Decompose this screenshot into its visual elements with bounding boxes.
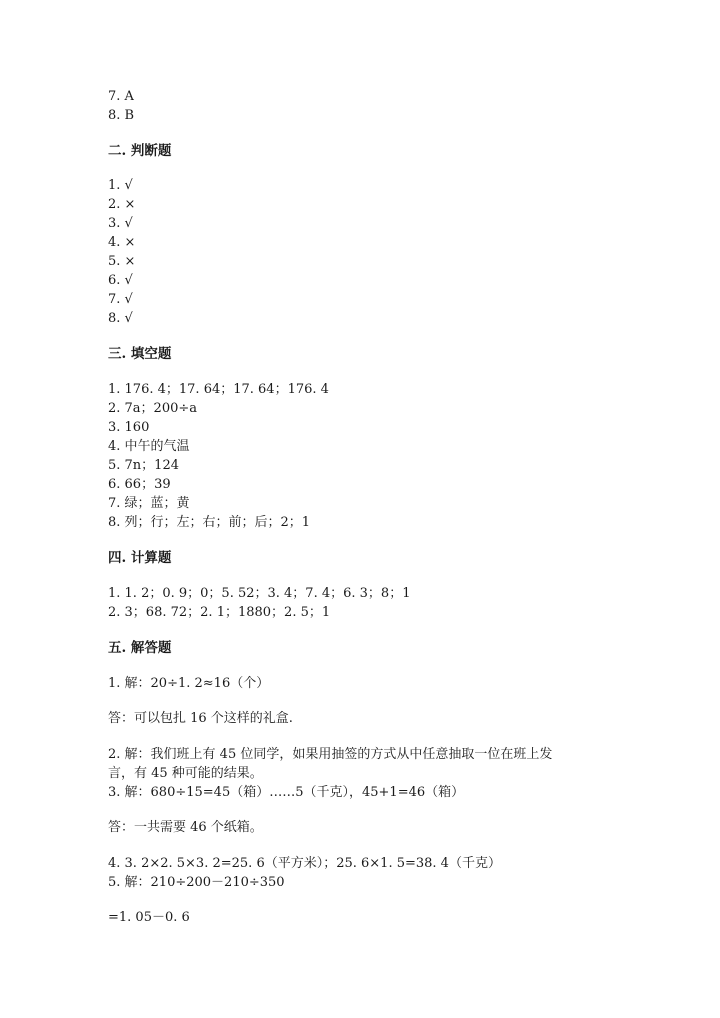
- solution-q5-step: =1. 05－0. 6: [108, 910, 190, 925]
- section-title-answers: 五. 解答题: [108, 640, 172, 656]
- judgment-answer: 1. √: [108, 178, 133, 193]
- solution-q2-line2: 言，有 45 种可能的结果。: [108, 766, 263, 781]
- choice-answer-7: 7. A: [108, 89, 134, 104]
- judgment-answer: 2. ×: [108, 197, 136, 212]
- fill-answer: 2. 7a；200÷a: [108, 401, 198, 416]
- fill-answer: 5. 7n；124: [108, 458, 179, 473]
- fill-answer: 4. 中午的气温: [108, 439, 190, 454]
- judgment-answer: 6. √: [108, 273, 133, 288]
- section-title-calc: 四. 计算题: [108, 550, 172, 566]
- choice-answer-8: 8. B: [108, 108, 135, 123]
- section-title-judgment: 二. 判断题: [108, 143, 172, 159]
- solution-q5: 5. 解：210÷200－210÷350: [108, 875, 285, 890]
- calc-answer: 2. 3；68. 72；2. 1；1880；2. 5；1: [108, 605, 331, 620]
- judgment-answer: 4. ×: [108, 235, 136, 250]
- solution-a1: 答：可以包扎 16 个这样的礼盒.: [108, 711, 293, 726]
- judgment-answer: 8. √: [108, 311, 133, 326]
- fill-answer: 6. 66；39: [108, 477, 171, 492]
- solution-q3: 3. 解：680÷15=45（箱）……5（千克），45+1=46（箱）: [108, 785, 465, 800]
- section-title-fill: 三. 填空题: [108, 346, 172, 362]
- fill-answer: 1. 176. 4；17. 64；17. 64；176. 4: [108, 382, 329, 397]
- judgment-answer: 5. ×: [108, 254, 136, 269]
- solution-q2-line1: 2. 解：我们班上有 45 位同学，如果用抽签的方式从中任意抽取一位在班上发: [108, 747, 553, 762]
- judgment-answer: 7. √: [108, 292, 133, 307]
- solution-a3: 答：一共需要 46 个纸箱。: [108, 820, 263, 835]
- judgment-answer: 3. √: [108, 216, 133, 231]
- fill-answer: 8. 列；行；左；右；前；后；2；1: [108, 515, 311, 530]
- fill-answer: 7. 绿；蓝；黄: [108, 496, 190, 511]
- solution-q1: 1. 解：20÷1. 2≈16（个）: [108, 676, 270, 691]
- calc-answer: 1. 1. 2；0. 9；0；5. 52；3. 4；7. 4；6. 3；8；1: [108, 586, 411, 601]
- solution-q4: 4. 3. 2×2. 5×3. 2=25. 6（平方米）；25. 6×1. 5=38. 4（千克）: [108, 856, 501, 871]
- fill-answer: 3. 160: [108, 420, 150, 435]
